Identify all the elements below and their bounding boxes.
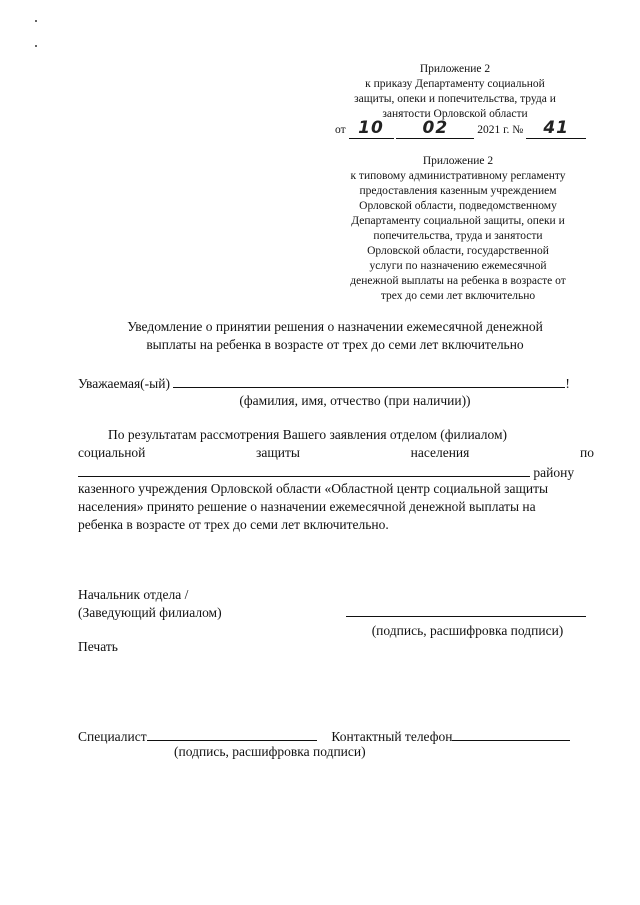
appendix-regulation-line: трех до семи лет включительно — [380, 290, 536, 302]
notice-heading — [70, 318, 600, 354]
appendix-order-line: занятости Орловской области — [382, 108, 528, 120]
body-line-4: казенного учреждения Орловской области «Областной центр социальной защиты — [78, 481, 549, 496]
greeting-line — [78, 373, 598, 393]
order-number-field — [526, 118, 586, 139]
date-day-handwritten: 10 — [358, 118, 384, 138]
district-field — [78, 462, 530, 477]
appendix-regulation-line: денежной выплаты на ребенка в возрасте от — [350, 275, 566, 287]
scan-dot — [35, 45, 37, 47]
head-signature-field — [346, 616, 586, 617]
appendix-regulation-line: Департаменту социальной защиты, опеки и — [351, 215, 565, 227]
greeting-end: ! — [565, 376, 570, 391]
scan-dot — [35, 20, 37, 22]
specialist-signature-hint: (подпись, расшифровка подписи) — [174, 744, 366, 759]
appendix-regulation-line: Орловской области, государственной — [367, 245, 549, 257]
body-line-2 — [78, 444, 594, 462]
body-word: защиты — [256, 445, 300, 460]
order-number-handwritten: 41 — [543, 118, 569, 138]
body-word: населения — [410, 445, 470, 460]
specialist-signature-field — [147, 726, 317, 741]
body-line-6: ребенка в возрасте от трех до семи лет включительно. — [78, 517, 389, 532]
body-line-3 — [78, 462, 594, 482]
appendix-order-block — [320, 62, 590, 122]
appendix-regulation-line: предоставления казенным учреждением — [359, 185, 557, 197]
date-day-field — [349, 118, 394, 139]
recipient-name-hint: (фамилия, имя, отчество (при наличии)) — [239, 393, 471, 408]
body-line-5: населения» принято решение о назначении ежемесячной денежной выплаты на — [78, 499, 536, 514]
appendix-regulation-line: Орловской области, подведомственному — [359, 200, 557, 212]
head-title-line-1: Начальник отдела / — [78, 587, 189, 602]
date-month-field — [396, 118, 474, 139]
district-suffix: району — [533, 465, 575, 480]
appendix-regulation-line: попечительства, труда и занятости — [373, 230, 543, 242]
notice-heading-line: выплаты на ребенка в возрасте от трех до семи лет включительно — [146, 337, 524, 352]
body-line-1: По результатам рассмотрения Вашего заявления отделом (филиалом) — [108, 427, 508, 442]
phone-label: Контактный телефон — [331, 729, 453, 744]
appendix-regulation-title: Приложение 2 — [422, 155, 494, 167]
phone-field — [452, 726, 570, 741]
date-month-handwritten: 02 — [422, 118, 449, 138]
head-title-line-2: (Заведующий филиалом) — [78, 605, 222, 620]
recipient-name-field — [173, 373, 565, 388]
appendix-regulation-line: услуги по назначению ежемесячной — [369, 260, 547, 272]
head-signature-hint: (подпись, расшифровка подписи) — [371, 623, 564, 638]
appendix-regulation-line: к типовому административному регламенту — [350, 170, 566, 182]
order-date-line — [335, 118, 595, 139]
appendix-order-title: Приложение 2 — [419, 63, 491, 75]
body-word: по — [580, 445, 594, 460]
appendix-order-line: защиты, опеки и попечительства, труда и — [354, 93, 556, 105]
appendix-regulation-block — [322, 154, 594, 304]
appendix-order-line: к приказу Департаменту социальной — [365, 78, 545, 90]
body-word: социальной — [78, 445, 146, 460]
specialist-label: Специалист — [78, 729, 147, 744]
date-prefix: от — [335, 124, 346, 136]
greeting-label: Уважаемая(-ый) — [78, 376, 170, 391]
stamp-label: Печать — [78, 639, 118, 654]
notice-heading-line: Уведомление о принятии решения о назначении ежемесячной денежной — [127, 319, 543, 334]
date-year: 2021 г. № — [477, 124, 524, 136]
